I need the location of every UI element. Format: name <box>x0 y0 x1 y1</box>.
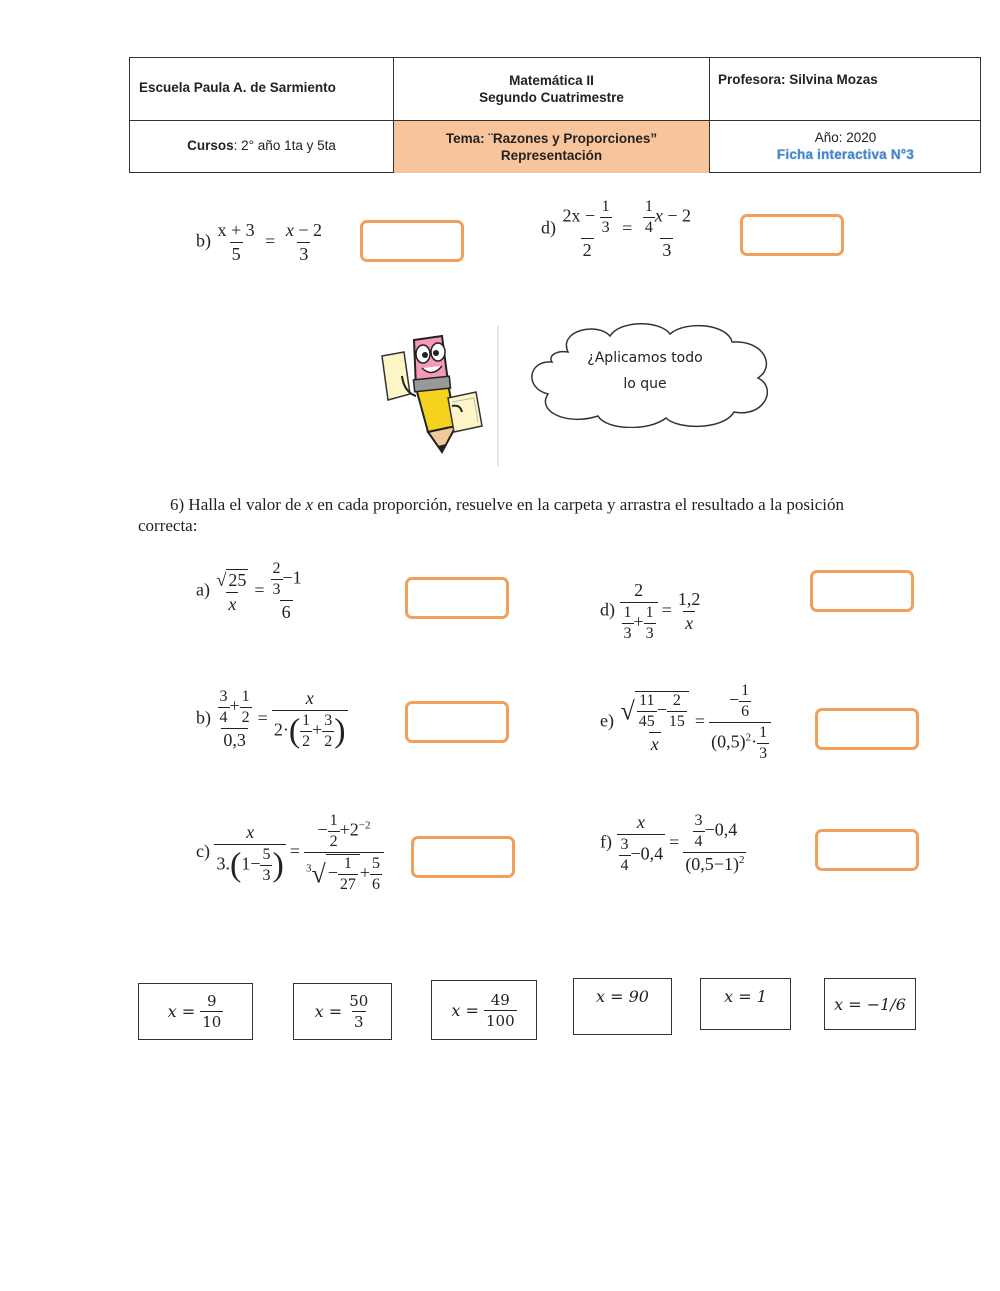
speech-line-1: ¿Aplicamos todo <box>587 350 703 366</box>
answer-tile-90[interactable] <box>573 978 672 1035</box>
equation-top-d: d) 2x − $\frac{1}{3}$ 2 = $\frac{1}{4}$ x − 2 3 <box>541 198 691 260</box>
subject-title: Matemática II <box>509 73 594 88</box>
equation-d: d) 2 $\frac{1}{3}$ + $\frac{1}{3}$ = $\frac{1,2}{x}$ <box>600 580 701 642</box>
equation-top-b: b) $\frac{x + 3}{5}$ = $\frac{x - 2}{3}$ <box>196 220 322 264</box>
equation-f: f) x $\frac{3}{4}$ −0,4 = $\frac{3}{4}$ −0,4 $(0,5-1)^2$ <box>600 812 745 874</box>
courses-value: : 2° año 1ta y 5ta <box>233 138 336 153</box>
pencil-character-illustration <box>376 326 500 466</box>
exercise-6-instruction <box>138 494 878 536</box>
equation-e: e) √ $\frac{11}{45}$ − $\frac{2}{15}$ x = − $\frac{1}{6}$ $(0,5)^2\cdot$ $\frac{1}{3}$ <box>600 682 771 763</box>
instruction-part-2: en cada proporción, resuelve en la carpeta y arrastra el resultado a la posición correcta: <box>138 495 845 535</box>
teacher-name: Profesora: Silvina Mozas <box>718 72 878 87</box>
tile-text: x = 1 <box>724 987 767 1006</box>
instruction-part-1: 6) Halla el valor de <box>170 495 306 514</box>
year-label: Año: 2020 <box>814 130 877 145</box>
ficha-label: Ficha interactiva N°3 <box>776 147 915 162</box>
topic-title: Tema: ¨Razones y Proporciones” <box>445 131 658 146</box>
equation-c: c) x 3.(1− $\frac{5}{3}$ ) = − $\frac{1}{2}$ $+2^{-2}$ $^3$√ − $\frac{1}{27}$ + $\frac{5}{6}$ <box>196 812 384 894</box>
teacher-cell <box>710 58 981 121</box>
answer-drop-b[interactable] <box>405 701 509 743</box>
tile-lhs: x = <box>314 1002 343 1021</box>
tile-den: 10 <box>202 1013 222 1031</box>
topic-subtitle: Representación <box>500 148 603 163</box>
subject-cell <box>394 58 710 121</box>
answer-drop-top-d[interactable] <box>740 214 844 256</box>
tile-lhs: x = <box>167 1002 196 1021</box>
header-table <box>129 57 981 173</box>
answer-tile-49-100[interactable] <box>431 980 537 1040</box>
tile-den: 3 <box>354 1013 364 1031</box>
school-cell <box>130 58 394 121</box>
answer-drop-top-b[interactable] <box>360 220 464 262</box>
equation-b: b) $\frac{3}{4}$ + $\frac{1}{2}$ 0,3 = x 2·( $\frac{1}{2}$ + $\frac{3}{2}$ ) <box>196 688 346 750</box>
answer-tile-9-10[interactable] <box>138 983 253 1040</box>
subject-term: Segundo Cuatrimestre <box>479 90 624 105</box>
tile-text: x = 90 <box>596 987 649 1006</box>
topic-cell <box>394 121 710 173</box>
answer-drop-d[interactable] <box>810 570 914 612</box>
tile-text: x = −1/6 <box>834 994 906 1014</box>
answer-tile-1[interactable] <box>700 978 791 1030</box>
tile-lhs: x = <box>451 1000 479 1020</box>
answer-drop-a[interactable] <box>405 577 509 619</box>
courses-label: Cursos <box>187 138 234 153</box>
answer-drop-c[interactable] <box>411 836 515 878</box>
tile-num: 9 <box>207 992 217 1010</box>
instruction-variable: x <box>305 495 314 514</box>
tile-num: 50 <box>349 992 369 1010</box>
tile-num: 49 <box>490 990 510 1009</box>
equation-a: a) $\frac{√ 25}{x}$ = $\frac{2}{3}$ −1 6 <box>196 560 302 622</box>
speech-line-2: lo que <box>623 376 667 392</box>
answer-drop-e[interactable] <box>815 708 919 750</box>
answer-drop-f[interactable] <box>815 829 919 871</box>
year-cell <box>710 121 981 173</box>
speech-cloud-text <box>560 345 730 397</box>
answer-tile-neg-1-6[interactable] <box>824 978 916 1030</box>
courses-cell <box>130 121 394 173</box>
tile-den: 100 <box>485 1011 515 1030</box>
answer-tile-50-3[interactable] <box>293 983 392 1040</box>
school-name: Escuela Paula A. de Sarmiento <box>139 80 336 95</box>
